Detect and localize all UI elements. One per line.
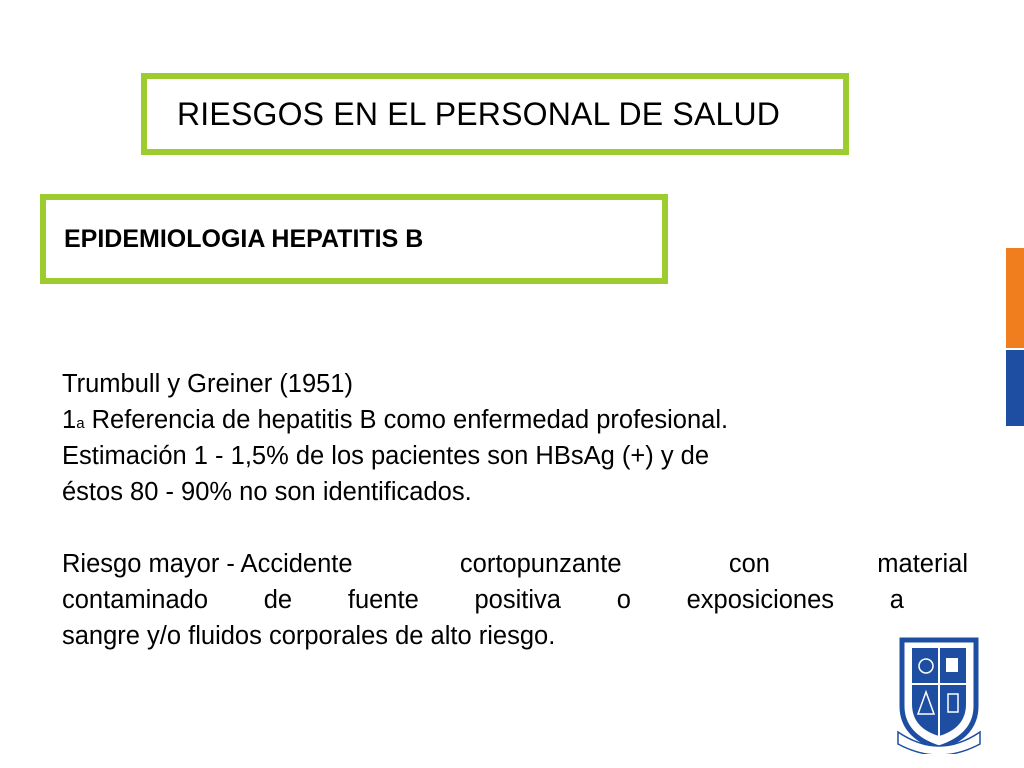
word: contaminado [62, 586, 209, 614]
word: exposiciones [686, 586, 835, 614]
word: material [877, 550, 968, 578]
body-line-3: Estimación 1 - 1,5% de los pacientes son HBsAg (+) y de [62, 442, 710, 470]
word: a [889, 586, 904, 614]
body-line-4: éstos 80 - 90% no son identificados. [62, 478, 472, 506]
slide-body [62, 366, 1002, 654]
body-line-5 [62, 546, 968, 582]
accent-bar-orange [1006, 248, 1024, 348]
word: Riesgo mayor - Accidente [62, 550, 353, 578]
word: cortopunzante [459, 550, 622, 578]
body-line-2 [62, 402, 1002, 438]
body-line-7: sangre y/o fluidos corporales de alto riesgo. [62, 622, 556, 650]
university-seal-icon [896, 636, 982, 754]
subtitle-frame [40, 194, 668, 284]
slide-subtitle: EPIDEMIOLOGIA HEPATITIS B [64, 224, 424, 253]
slide-title: RIESGOS EN EL PERSONAL DE SALUD [177, 95, 781, 132]
paragraph-gap [62, 510, 1002, 546]
ordinal-suffix: a [76, 415, 85, 432]
word: positiva [474, 586, 561, 614]
title-frame [141, 73, 849, 155]
word: o [616, 586, 631, 614]
word: de [263, 586, 293, 614]
accent-bar-blue [1006, 350, 1024, 426]
word: con [728, 550, 770, 578]
body-line-6 [62, 582, 904, 618]
body-line-2-text: Referencia de hepatitis B como enfermedad profesional. [84, 406, 729, 434]
body-line-1: Trumbull y Greiner (1951) [62, 370, 353, 398]
word: fuente [347, 586, 419, 614]
ordinal-number: 1 [62, 406, 77, 434]
